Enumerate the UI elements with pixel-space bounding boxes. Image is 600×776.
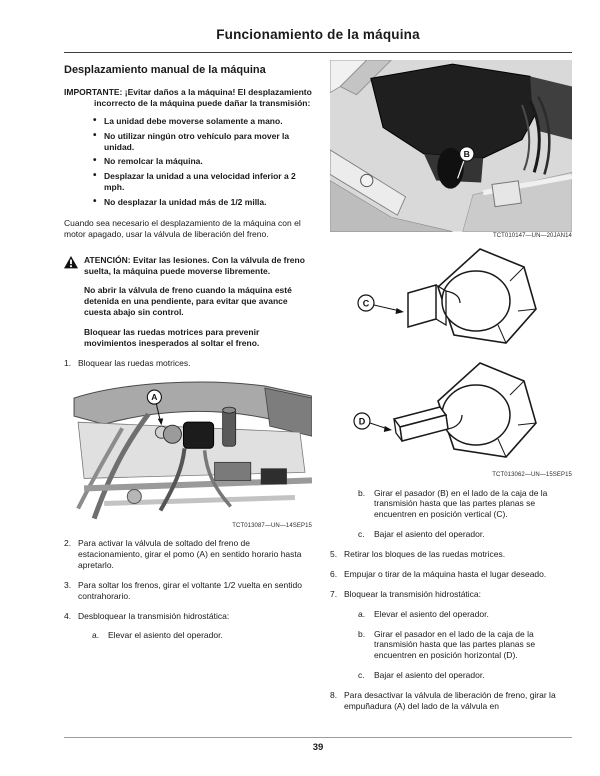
list-item: • No remolcar la máquina.	[92, 156, 312, 167]
step-number: a.	[92, 630, 100, 641]
step-item	[64, 611, 312, 622]
step-text: Girar el pasador en el lado de la caja de la transmisión hasta que las partes planas se encuentren en posición horizontal (D).	[374, 628, 536, 661]
step-item	[358, 488, 572, 521]
section-title: Desplazamiento manual de la máquina	[64, 64, 266, 76]
step-item	[358, 609, 572, 620]
body-paragraph: Cuando sea necesario el desplazamiento de la máquina con el motor apagado, usar la válvula de liberación del freno.	[64, 217, 301, 239]
step-text: Para activar la válvula de soltado del freno de estacionamiento, girar el pomo (A) en sentido horario hasta apretarlo.	[78, 538, 302, 570]
important-text: ¡Evitar daños a la máquina! El desplazamiento incorrecto de la máquina puede dañar la transmisión:	[94, 87, 312, 108]
step-number: c.	[358, 670, 365, 681]
attention-note	[64, 255, 312, 349]
step-number: 2.	[64, 538, 72, 549]
attention-paragraph: Bloquear las ruedas motrices para prevenir movimientos inesperados al soltar el freno.	[84, 327, 260, 348]
step-text: Bajar el asiento del operador.	[374, 670, 485, 681]
step-item	[92, 630, 312, 641]
step-text: Bloquear las ruedas motrices.	[78, 357, 191, 368]
step-number: b.	[358, 487, 366, 498]
callout-d-label: D	[358, 416, 366, 427]
list-item: • La unidad debe moverse solamente a mano.	[92, 116, 312, 127]
figure-caption: TCT010147—UN—20JAN14	[492, 232, 572, 239]
attention-label: ATENCIÓN:	[84, 254, 131, 265]
callout-a-label: A	[151, 391, 158, 402]
figure-brake-knob	[64, 376, 312, 530]
step-text: Desbloquear la transmisión hidrostática:	[78, 610, 230, 621]
figure-caption: TCT013062—UN—15SEP15	[492, 471, 572, 478]
important-bullet-list	[92, 116, 312, 208]
figure-pin-positions	[330, 245, 572, 478]
step-number: a.	[358, 608, 366, 619]
step-item	[330, 569, 572, 580]
step-text: Retirar los bloques de las ruedas motrices.	[344, 549, 506, 560]
attention-paragraph: No abrir la válvula de freno cuando la máquina esté detenida en una pendiente, para evitar que avance cuesta abajo sin control.	[84, 285, 292, 318]
step-text: Elevar el asiento del operador.	[108, 630, 223, 641]
step-item	[330, 690, 572, 712]
step-number: 4.	[64, 610, 72, 621]
attention-paragraph	[84, 255, 312, 277]
warning-icon	[64, 255, 78, 349]
figure-caption: TCT013087—UN—14SEP15	[232, 523, 312, 530]
important-label: IMPORTANTE:	[64, 87, 123, 97]
step-number: 6.	[330, 568, 338, 579]
figure-transmission-pin-illustration	[330, 60, 572, 232]
step-item	[330, 549, 572, 560]
step-item	[358, 629, 572, 662]
step-item	[358, 529, 572, 540]
step-number: b.	[358, 628, 366, 639]
step-number: c.	[358, 529, 365, 540]
important-note	[64, 87, 312, 109]
step-item	[358, 670, 572, 681]
list-item: • No utilizar ningún otro vehículo para mover la unidad.	[92, 131, 312, 153]
list-item: • Desplazar la unidad a una velocidad inferior a 2 mph.	[92, 171, 312, 193]
step-item	[330, 589, 572, 600]
step-item	[64, 538, 312, 571]
header-rule	[64, 52, 572, 53]
attention-text: Evitar las lesiones. Con la válvula de freno suelta, la máquina puede moverse libremente.	[84, 254, 305, 276]
page-title: Funcionamiento de la máquina	[216, 27, 420, 42]
figure-pin-positions-illustration	[330, 245, 572, 471]
step-number: 7.	[330, 588, 338, 599]
step-number: 3.	[64, 579, 72, 590]
step-text: Girar el pasador (B) en el lado de la caja de la transmisión hasta que las partes planas se encuentren en posición vertical (C).	[374, 487, 548, 520]
step-number: 1.	[64, 357, 72, 368]
step-number: 8.	[330, 690, 338, 701]
figure-brake-knob-illustration	[64, 376, 312, 523]
right-column	[330, 60, 572, 712]
step-item	[64, 580, 312, 602]
step-text: Para desactivar la válvula de liberación de freno, girar la empuñadura (A) del lado de la válvula en	[344, 690, 556, 711]
step-item	[64, 358, 312, 369]
step-text: Empujar o tirar de la máquina hasta el lugar deseado.	[344, 568, 547, 579]
step-text: Bloquear la transmisión hidrostática:	[344, 588, 482, 599]
page-number: 39	[312, 742, 324, 753]
step-number: 5.	[330, 549, 338, 560]
callout-c-label: C	[362, 298, 370, 309]
step-text: Para soltar los frenos, girar el voltante 1/2 vuelta en sentido contrahorario.	[78, 579, 302, 601]
step-text: Bajar el asiento del operador.	[374, 529, 485, 540]
footer-rule	[64, 737, 572, 738]
list-item: • No desplazar la unidad más de 1/2 milla.	[92, 197, 312, 208]
left-column	[64, 64, 312, 641]
callout-b-label: B	[463, 148, 470, 159]
figure-transmission-pin	[330, 60, 572, 239]
step-text: Elevar el asiento del operador.	[374, 608, 489, 619]
